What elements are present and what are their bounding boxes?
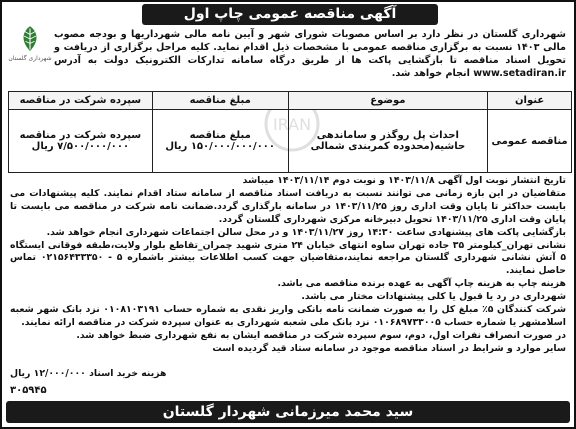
tender-table bbox=[8, 91, 572, 173]
cell-deposit: سپرده شرکت در مناقصه ۷/۵۰۰/۰۰۰/۰۰۰ ریال bbox=[9, 110, 153, 173]
withdrawal-terms: در صورت انصراف نفرات اول، دوم، سوم سپرده شرکت در مناقصه ایشان به نفع شهرداری ضبط خواهد شد. bbox=[76, 329, 566, 341]
svg-text:IRAN: IRAN bbox=[272, 115, 312, 134]
intro-paragraph: شهرداری گلستان در نظر دارد بر اساس مصوبات شورای شهر و آیین نامه مالی شهرداریها و بودجه مصوب مالی ۱۴۰۳ نسبت به برگزاری مناقصه عمومی با مشخصات ذیل اقدام نماید. کلیه مراحل برگزاری از دریافت و تحویل اسناد مناقصه تا بازگشایی پاکت ها از طریق درگاه سامانه تدارکات الکترونیک دولت به آدرس www.setadiran.ir انجام خواهد شد. bbox=[54, 29, 566, 79]
rights-reserved-note: شهرداری در رد یا قبول یا کلی پیشنهادات مختار می باشد. bbox=[301, 291, 566, 303]
logo-caption: شهرداری گلستان bbox=[8, 55, 52, 62]
cell-price: مبلغ مناقصه ۱۵۰/۰۰۰/۰۰۰/۰۰۰ ریال bbox=[152, 110, 288, 173]
column-header-deposit: سپرده شرکت در مناقصه bbox=[9, 92, 153, 110]
table-header-row bbox=[9, 92, 572, 110]
cell-title: مناقصه عمومی bbox=[488, 110, 572, 173]
other-conditions: سایر موارد و شرایط در اسناد مناقصه موجود در سامانه ستاد قید گردیده است bbox=[212, 342, 566, 354]
column-header-price: مبلغ مناقصه bbox=[152, 92, 288, 110]
publication-dates: تاریخ انتشار نوبت اول آگهی ۱۴۰۳/۱۱/۸ و نوبت دوم ۱۴۰۳/۱۱/۱۴ میباشد bbox=[242, 175, 566, 186]
publication-code: ۳۰۵۹۴۵ bbox=[10, 384, 47, 396]
municipality-logo bbox=[10, 24, 50, 72]
printing-cost-note: هزینه چاپ به هزینه چاپ آگهی به عهده برنده مناقصه می باشد. bbox=[277, 278, 566, 290]
column-header-title: عنوان bbox=[488, 92, 572, 110]
table-row bbox=[9, 110, 572, 173]
address-contact: نشانی تهران_کیلومتر ۳۵ جاده تهران ساوه انتهای خیابان ۲۴ متری شهید چمران_تقاطع بلوار ولایت،طبقه فوقانی ایستگاه ۵ آتش نشانی شهرداری گلستان مراجعه نمایند،متقاضیان جهت کسب اطلاعات بیشتر باشماره ۵ - ۰۲۱۵۶۴۳۳۳۵۰ تماس حاصل نمایند. bbox=[10, 239, 567, 277]
guarantee-terms: شرکت کنندگان ۵٪ مبلغ کل را به صورت ضمانت نامه بانکی واریز نقدی به شماره حساب ۰۱۰۸۱۰۳۱۹۱ نزد بانک شهر شعبه اسلامشهر یا شماره حساب ۰۱۰۶۸۹۷۳۳۰۰۵ نزد بانک ملی شعبه شهرداری به عنوان سپرده شرکت در مناقصه ارائه نمایند. bbox=[10, 304, 566, 328]
opening-time: بازگشایی پاکت های پیشنهادی ساعت ۱۴:۳۰ روز ۱۴۰۳/۱۱/۲۷ و در محل سالن اجتماعات شهرداری انجام خواهد شد. bbox=[46, 226, 566, 238]
cell-subject: احداث پل روگذر و ساماندهی حاشیه(محدوده کمربندی شمالی bbox=[288, 110, 488, 173]
mayor-signature: سید محمد میرزمانی شهردار گلستان bbox=[6, 401, 570, 423]
column-header-subject: موضوع bbox=[288, 92, 488, 110]
code-row bbox=[10, 383, 566, 397]
leaf-emblem-icon bbox=[15, 24, 45, 54]
submission-deadline: متقاضیان در این بازه زمانی می توانند نسبت به دریافت اسناد مناقصه از سامانه ستاد اقدام نمایند. کلیه پیشنهادات می بایست حداکثر تا پایان وقت اداری روز ۱۴۰۳/۱۱/۲۵ در سامانه بارگذاری گردد.ضمانت نامه شرکت در مناقصه می بایست تا پایان وقت اداری ۱۴۰۳/۱۱/۲۵ تحویل دبیرخانه مرکزی شهرداری گلستان گردد. bbox=[10, 187, 567, 225]
notice-body bbox=[10, 175, 566, 356]
document-fee: هزینه خرید اسناد ۱۲/۰۰۰/۰۰۰ ریال bbox=[10, 368, 167, 379]
notice-title: آگهی مناقصه عمومی چاپ اول bbox=[142, 4, 438, 25]
